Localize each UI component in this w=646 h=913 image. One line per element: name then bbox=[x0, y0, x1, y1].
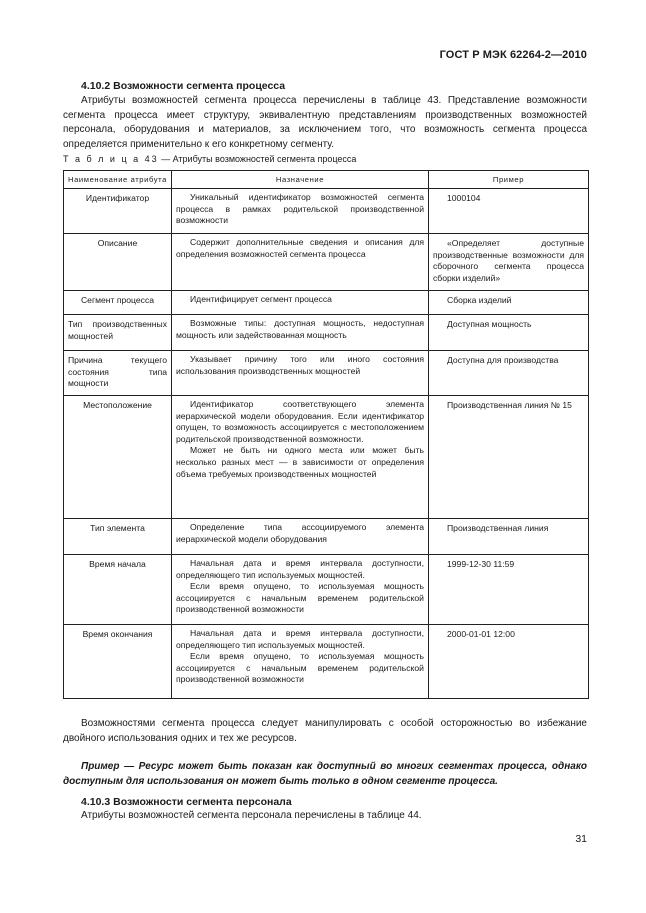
cell-example: 1000104 bbox=[429, 189, 589, 234]
standard-header: ГОСТ Р МЭК 62264-2—2010 bbox=[439, 49, 587, 61]
page-number: 31 bbox=[575, 833, 587, 845]
cell-purpose: Содержит дополнительные сведения и описания для определения возможностей сегмента процесса bbox=[172, 234, 429, 291]
cell-example: «Определяет доступные производственные возможности для сборочного сегмента процесса сборки изделий» bbox=[429, 234, 589, 291]
cell-example: Производственная линия bbox=[429, 519, 589, 555]
table-header-row bbox=[64, 171, 589, 189]
attributes-table bbox=[63, 170, 589, 699]
cell-purpose: Указывает причину того или иного состояния использования производственных мощностей bbox=[172, 351, 429, 396]
table-row bbox=[64, 519, 589, 555]
table-row bbox=[64, 625, 589, 699]
table-row bbox=[64, 189, 589, 234]
section-title-4-10-2: 4.10.2 Возможности сегмента процесса bbox=[81, 80, 286, 92]
cell-attribute-name: Идентификатор bbox=[64, 189, 172, 234]
cell-purpose: Возможные типы: доступная мощность, недоступная мощность или задействованная мощность bbox=[172, 315, 429, 351]
table-row bbox=[64, 315, 589, 351]
section-4-10-3-text: Атрибуты возможностей сегмента персонала перечислены в таблице 44. bbox=[81, 810, 422, 821]
section-4-10-2-text: Атрибуты возможностей сегмента процесса перечислены в таблице 43. Представление возможности сегмента процесса имеет структуру, эквивалентную представлениям производственных возможностей персонала, оборудования и материалов, за исключением того, что возможность сегмента процесса определяется применительно к его конкретному сегменту. bbox=[63, 95, 587, 150]
cell-purpose: Идентифицирует сегмент процесса bbox=[172, 291, 429, 315]
table-row bbox=[64, 291, 589, 315]
header-attribute-name: Наименование атрибута bbox=[64, 171, 172, 189]
cell-attribute-name: Сегмент процесса bbox=[64, 291, 172, 315]
section-4-10-2-paragraph bbox=[63, 94, 587, 152]
table-caption-label: Т а б л и ц а 43 bbox=[63, 154, 159, 164]
header-purpose: Назначение bbox=[172, 171, 429, 189]
cell-purpose: Идентификатор соответствующего элемента иерархической модели оборудования. Если идентификатор опущен, то возможность ассоциируется с местоположением родительской производственной возможности. Может не быть ни одного места или может быть несколько разных мест — в зависимости от определения объема требуемых производственных мощностей bbox=[172, 396, 429, 519]
cell-example: Доступная мощность bbox=[429, 315, 589, 351]
cell-attribute-name: Местоположение bbox=[64, 396, 172, 519]
cell-example: Сборка изделий bbox=[429, 291, 589, 315]
example-note bbox=[63, 760, 587, 789]
table-row bbox=[64, 351, 589, 396]
cell-purpose: Начальная дата и время интервала доступности, определяющего тип используемых мощностей. Если время опущено, то используемая мощность ассоциируется с начальным временем родительской производственной возможности bbox=[172, 555, 429, 625]
cell-purpose: Начальная дата и время интервала доступности, определяющего тип используемых мощностей. Если время опущено, то используемая мощность ассоциируется с начальным временем родительской производственной возможности bbox=[172, 625, 429, 699]
cell-attribute-name: Причина текущего состояния типа мощности bbox=[64, 351, 172, 396]
table-caption-text: — Атрибуты возможностей сегмента процесса bbox=[158, 154, 357, 164]
table-row bbox=[64, 396, 589, 519]
cell-example: 1999-12-30 11:59 bbox=[429, 555, 589, 625]
cell-attribute-name: Время окончания bbox=[64, 625, 172, 699]
section-title-4-10-3: 4.10.3 Возможности сегмента персонала bbox=[81, 796, 292, 808]
cell-purpose: Определение типа ассоциируемого элемента иерархической модели оборудования bbox=[172, 519, 429, 555]
cell-attribute-name: Описание bbox=[64, 234, 172, 291]
after-table-paragraph bbox=[63, 717, 587, 746]
cell-example: Производственная линия № 15 bbox=[429, 396, 589, 519]
example-note-text: Пример — Ресурс может быть показан как доступный во многих сегментах процесса, однако доступным для использования он может быть только в одном сегменте процесса. bbox=[63, 761, 587, 787]
cell-example: Доступна для производства bbox=[429, 351, 589, 396]
header-example: Пример bbox=[429, 171, 589, 189]
after-table-text: Возможностями сегмента процесса следует манипулировать с особой осторожностью во избежание двойного использования одних и тех же ресурсов. bbox=[63, 718, 587, 744]
cell-example: 2000-01-01 12:00 bbox=[429, 625, 589, 699]
table-caption bbox=[63, 154, 356, 164]
section-4-10-3-paragraph bbox=[63, 809, 587, 824]
cell-purpose: Уникальный идентификатор возможностей сегмента процесса в рамках родительской производственной возможности bbox=[172, 189, 429, 234]
table-row bbox=[64, 555, 589, 625]
cell-attribute-name: Тип производственных мощностей bbox=[64, 315, 172, 351]
cell-attribute-name: Тип элемента bbox=[64, 519, 172, 555]
table-row bbox=[64, 234, 589, 291]
cell-attribute-name: Время начала bbox=[64, 555, 172, 625]
